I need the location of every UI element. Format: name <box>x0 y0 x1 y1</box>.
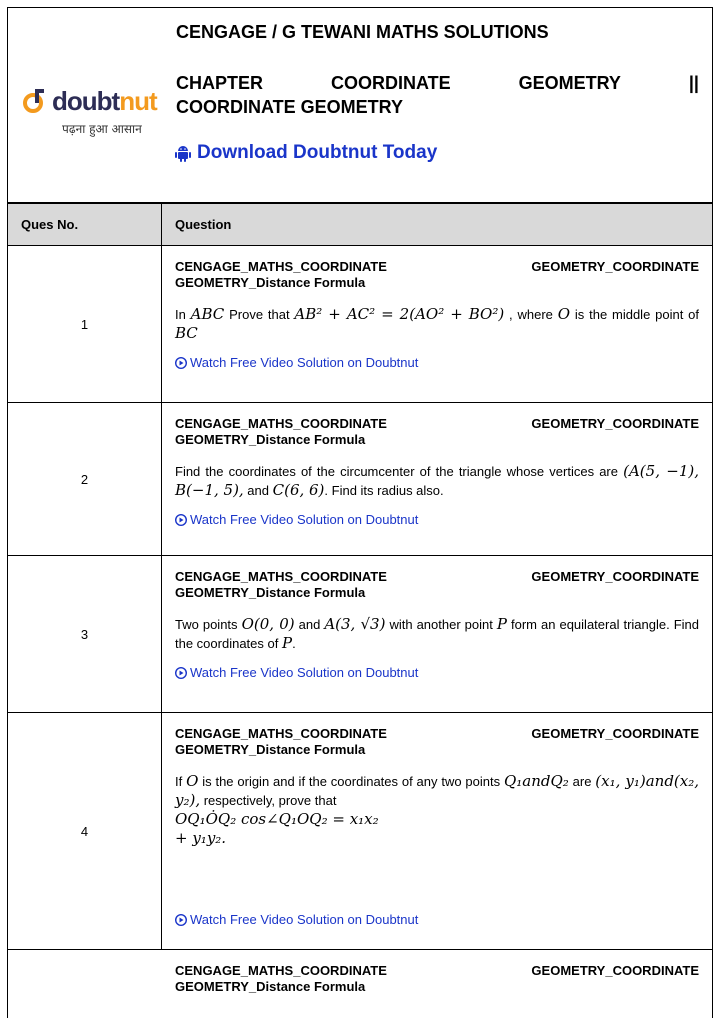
question-number: 2 <box>8 403 162 555</box>
android-icon <box>175 144 191 162</box>
table-header <box>8 204 712 246</box>
question-text: Two points O(0, 0) and A(3, √3) with another point P form an equilateral triangle. Find the coordinates of P. <box>175 615 700 652</box>
table-row <box>8 403 712 556</box>
watch-video-link[interactable]: Watch Free Video Solution on Doubtnut <box>175 512 699 527</box>
play-circle-icon <box>175 667 187 679</box>
table-row <box>8 950 712 1018</box>
watch-video-link[interactable]: Watch Free Video Solution on Doubtnut <box>175 912 699 927</box>
download-link[interactable] <box>175 142 437 164</box>
play-circle-icon <box>175 914 187 926</box>
play-circle-icon <box>175 514 187 526</box>
doubtnut-logo[interactable] <box>22 84 162 137</box>
column-header-question: Question <box>175 217 232 232</box>
question-number: 4 <box>8 713 162 949</box>
page-title: CENGAGE / G TEWANI MATHS SOLUTIONS <box>176 22 549 42</box>
logo-tagline: पढ़ना हुआ आसान <box>62 122 142 136</box>
watch-video-link[interactable]: Watch Free Video Solution on Doubtnut <box>175 665 699 680</box>
play-circle-icon <box>175 357 187 369</box>
page-frame <box>7 7 713 1018</box>
download-label: Download Doubtnut Today <box>197 142 438 163</box>
chapter-heading: CHAPTER COORDINATE GEOMETRY || COORDINATE GEOMETRY <box>176 73 699 117</box>
watch-video-link[interactable]: Watch Free Video Solution on Doubtnut <box>175 355 699 370</box>
math-line: OQ₁ȮQ₂ cos∠Q₁OQ₂ = x₁x₂ <box>175 810 379 828</box>
question-text: Find the coordinates of the circumcenter of the triangle whose vertices are (A(5, −1), B(−1, 5), and C(6, 6). Find its radius also. <box>175 462 699 499</box>
question-category: CENGAGE_MATHS_COORDINATE GEOMETRY_COORDINATE GEOMETRY_Distance Formula <box>175 259 699 290</box>
page-header <box>8 8 712 204</box>
question-number: 1 <box>8 246 162 402</box>
column-header-ques-no: Ques No. <box>8 204 162 245</box>
question-category: CENGAGE_MATHS_COORDINATE GEOMETRY_COORDINATE GEOMETRY_Distance Formula <box>175 416 699 447</box>
question-text: If O is the origin and if the coordinates of any two points Q₁andQ₂ are (x₁, y₁)and(x₂, y₂), respectively, prove that OQ₁ȮQ₂ cos∠Q₁OQ₂ = x₁x₂ + y₁y₂. <box>175 772 700 847</box>
logo-text: doubtnut <box>52 86 157 116</box>
table-row <box>8 246 712 403</box>
math-line: + y₁y₂. <box>175 829 227 847</box>
question-category: CENGAGE_MATHS_COORDINATE GEOMETRY_COORDINATE GEOMETRY_Distance Formula <box>175 726 699 757</box>
question-category: CENGAGE_MATHS_COORDINATE GEOMETRY_COORDINATE GEOMETRY_Distance Formula <box>175 569 699 600</box>
table-row <box>8 556 712 713</box>
doubtnut-mark-icon <box>22 88 48 114</box>
question-text: In ABC Prove that AB² + AC² = 2(AO² + BO²) , where O is the middle point of BC <box>175 305 699 342</box>
question-category: CENGAGE_MATHS_COORDINATE GEOMETRY_COORDINATE GEOMETRY_Distance Formula <box>175 963 699 994</box>
table-row <box>8 713 712 950</box>
question-number: 3 <box>8 556 162 712</box>
